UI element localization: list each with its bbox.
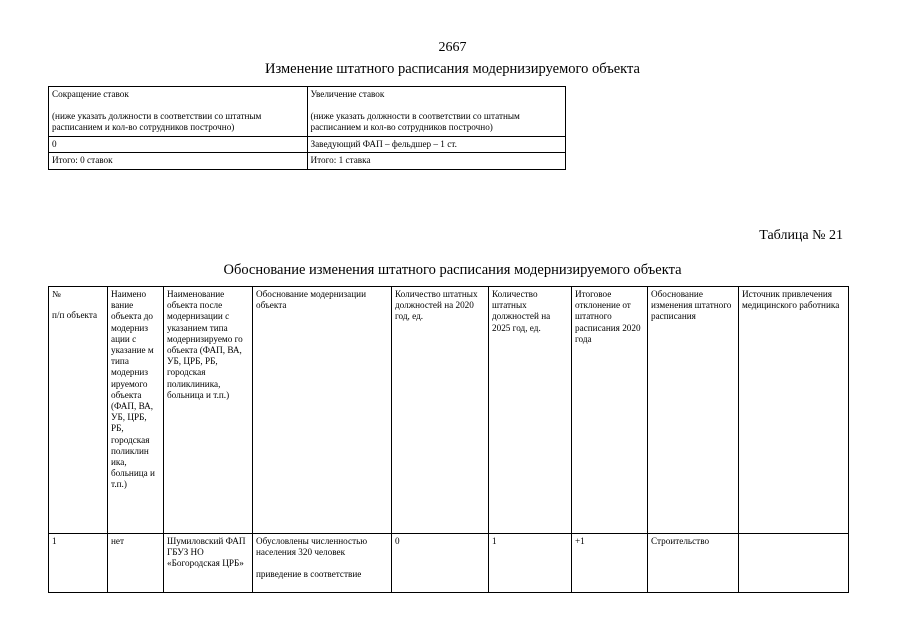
cell-header: Увеличение ставок [310, 89, 385, 99]
cell-note: (ниже указать должности в соответствии со штатным расписанием и кол-во сотрудников построчно) [52, 110, 262, 132]
table-cell: Заведующий ФАП – фельдшер – 1 ст. [307, 136, 566, 153]
cell-text: приведение в соответствие [256, 569, 362, 580]
table-cell [253, 534, 392, 593]
header-cell: Наимено вание объекта до модерниз ации с указание м типа модерниз ируемого объекта (ФАП, ВА, УБ, ЦРБ, РБ, городская поликлин ика, больница и т.п.) [108, 287, 164, 534]
header-cell: Наименование объекта после модернизации с указанием типа модернизируемо го объекта (ФАП, ВА, УБ, ЦРБ, РБ, городская поликлиника, больница и т.п.) [164, 287, 253, 534]
table-cell: +1 [572, 534, 648, 593]
justification-table [48, 286, 849, 593]
header-text: № [52, 289, 61, 299]
header-cell: Итоговое отклонение от штатного расписания 2020 года [572, 287, 648, 534]
table-cell: нет [108, 534, 164, 593]
table-number: Таблица № 21 [759, 228, 843, 243]
header-cell: Количество штатных должностей на 2020 год, ед. [392, 287, 489, 534]
table-cell [49, 87, 308, 137]
staffing-changes-table [48, 86, 566, 170]
table-cell [307, 87, 566, 137]
header-cell: Обоснование модернизации объекта [253, 287, 392, 534]
table-cell: 1 [489, 534, 572, 593]
header-cell: Обоснование изменения штатного расписания [648, 287, 739, 534]
table-row [49, 87, 566, 137]
table-cell: Итого: 0 ставок [49, 153, 308, 170]
page-number: 2667 [438, 40, 467, 55]
table-cell: Строительство [648, 534, 739, 593]
table-cell [739, 534, 849, 593]
cell-note: (ниже указать должности в соответствии со штатным расписанием и кол-во сотрудников построчно) [310, 110, 520, 132]
table-row [49, 534, 849, 593]
table-header-row [49, 287, 849, 534]
table-cell: 0 [49, 136, 308, 153]
section-title: Изменение штатного расписания модернизируемого объекта [265, 61, 640, 77]
header-cell: Источник привлечения медицинского работника [739, 287, 849, 534]
section-title: Обоснование изменения штатного расписания модернизируемого объекта [223, 262, 682, 278]
table-cell: Шумиловский ФАП ГБУЗ НО «Богородская ЦРБ» [164, 534, 253, 593]
table-cell: 1 [49, 534, 108, 593]
table-row [49, 153, 566, 170]
header-cell: Количество штатных должностей на 2025 год, ед. [489, 287, 572, 534]
table-cell: Итого: 1 ставка [307, 153, 566, 170]
table-row [49, 136, 566, 153]
cell-header: Сокращение ставок [52, 89, 129, 99]
header-text: п/п объекта [52, 310, 98, 321]
table-cell: 0 [392, 534, 489, 593]
cell-text: Обусловлены численностью населения 320 человек [256, 536, 368, 558]
header-cell [49, 287, 108, 534]
